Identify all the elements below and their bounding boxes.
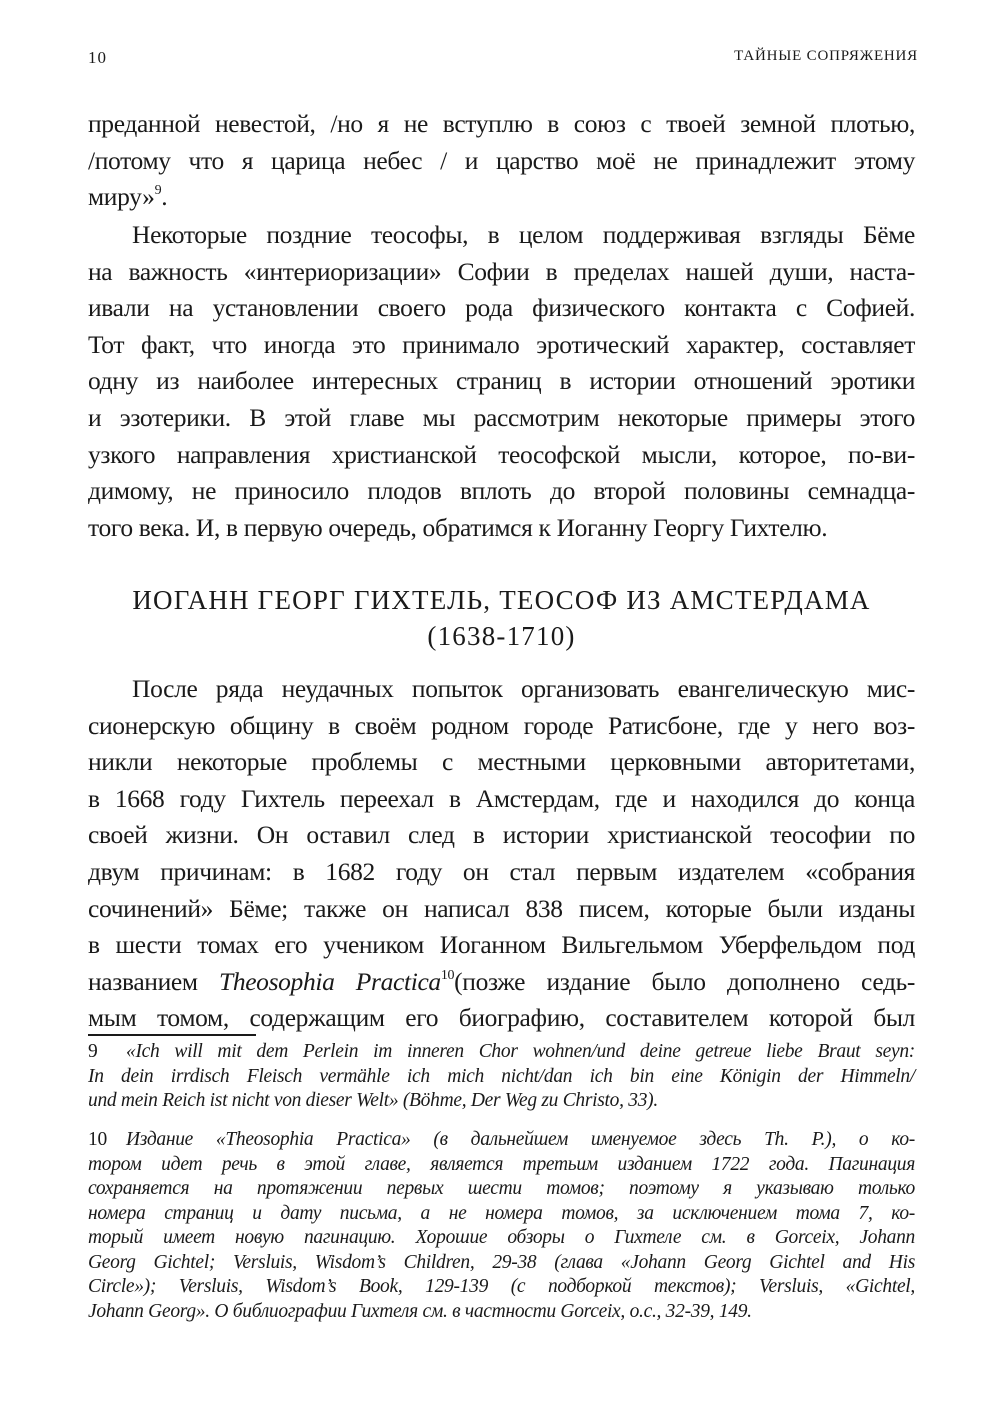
footnote-number: 9 [88,1041,98,1062]
footnote-line: Georg Gichtel; Versluis, Wisdom’s Children, 29-38 (глава «Johann Georg Gichtel and His [88,1251,915,1273]
text-line: в 1668 году Гихтель переехал в Амстердам, где и находился до конца [88,783,915,813]
text-line: ивали на установлении своего рода физического контакта с Софией. [88,293,915,323]
paragraph-theosophers [88,217,915,546]
text-line: После ряда неудачных попыток организовать евангелическую мис- [132,674,915,703]
text-line: в шести томах его учеником Иоганном Вильгельмом Уберфельдом под [88,930,915,960]
text-fragment: миру» [88,182,155,212]
paragraph-continuation [88,106,915,216]
footnote-ref-10[interactable]: 10 [440,967,455,983]
footnote-line: торый имеет новую пагинацию. Хорошие обзоры о Гихтеле см. в Gorceix, Johann [88,1227,915,1248]
footnote-line: тором идет речь в этой главе, является третьим изданием 1722 года. Пагинация [88,1153,915,1175]
text-line: Тот факт, что иногда это принимало эротический характер, составляет [88,329,915,359]
footnote-10 [88,1128,915,1324]
footnote-line: und mein Reich ist nicht von dieser Welt» (Böhme, Der Weg zu Christo, 33). [88,1090,658,1111]
section-heading [88,582,915,654]
footnote-text: «Ich will mit dem Perlein im inneren Chor wohnen/und deine getreue liebe Braut seyn: [126,1041,915,1062]
text-fragment: . [161,182,168,212]
text-line [88,179,915,216]
footnote-line: номера страниц и дату письма, а не номера томов, за исключением тома 7, ко- [88,1202,915,1224]
footnote-line: Circle»); Versluis, Wisdom’s Book, 129-139 (с подборкой текстов); Versluis, «Gichtel, [88,1276,915,1297]
footnote-line: In dein irrdisch Fleisch vermähle ich mich nicht/dan ich bin eine Königin der Himmeln/ [88,1065,915,1087]
footnote-line: Johann Georg». О библиографии Гихтеля см. в частности Gorceix, o.c., 32-39, 149. [88,1300,752,1322]
text-line: на важность «интериоризации» Софии в пределах нашей души, наста- [88,256,915,286]
section-dates: (1638-1710) [427,621,576,651]
text-line: одну из наиболее интересных страниц в истории отношений эротики [88,366,915,396]
page-header [88,48,918,72]
text-line: узкого направления христианской теософской мысли, которое, по-ви- [88,439,915,469]
footnote-ref-9[interactable]: 9 [154,183,162,199]
page-number: 10 [88,48,107,67]
text-line: /потому что я царица небес / и царство моё не принадлежит этому [88,145,915,175]
footnote-number: 10 [88,1129,107,1150]
book-title: Theosophia Practica [218,966,441,996]
text-line: сочинений» Бёме; также он написал 838 писем, которые были изданы [88,893,915,923]
text-line [88,964,915,1001]
footnote-9 [88,1040,915,1114]
section-title: ИОГАНН ГЕОРГ ГИХТЕЛЬ, ТЕОСОФ ИЗ АМСТЕРДАМА [132,585,871,615]
text-line: сионерскую общину в своём родном городе Ратисбоне, где у него воз- [88,710,915,740]
text-fragment: (позже издание было дополнено седь- [454,966,915,996]
footnote-separator [88,1034,256,1036]
footnote-text: Издание «Theosophia Practica» (в дальнейшем именуемое здесь Th. P.), о ко- [126,1129,915,1150]
footnote-line [88,1040,915,1065]
text-line: Некоторые поздние теософы, в целом поддерживая взгляды Бёме [132,220,915,249]
text-fragment: названием [88,966,219,996]
text-line: двум причинам: в 1682 году он стал первым издателем «собрания [88,856,915,886]
text-line: димому, не приносило плодов вплоть до второй половины семнадца- [88,476,915,506]
running-title: ТАЙНЫЕ СОПРЯЖЕНИЯ [734,48,918,64]
text-line: мым томом, содержащим его биографию, составителем которой был [88,1003,915,1033]
text-line: преданной невестой, /но я не вступлю в союз с твоей земной плотью, [88,109,915,138]
text-line: и эзотерики. В этой главе мы рассмотрим некоторые примеры этого [88,402,915,432]
footnote-line: сохраняется на протяжении первых шести томов; поэтому я указываю только [88,1178,915,1199]
footnote-line [88,1128,915,1153]
text-line: никли некоторые проблемы с местными церковными авторитетами, [88,747,915,777]
text-line: того века. И, в первую очередь, обратимся к Иоганну Георгу Гихтелю. [88,512,828,542]
paragraph-gichtel [88,671,915,1037]
text-line: своей жизни. Он оставил след в истории христианской теософии по [88,820,915,850]
